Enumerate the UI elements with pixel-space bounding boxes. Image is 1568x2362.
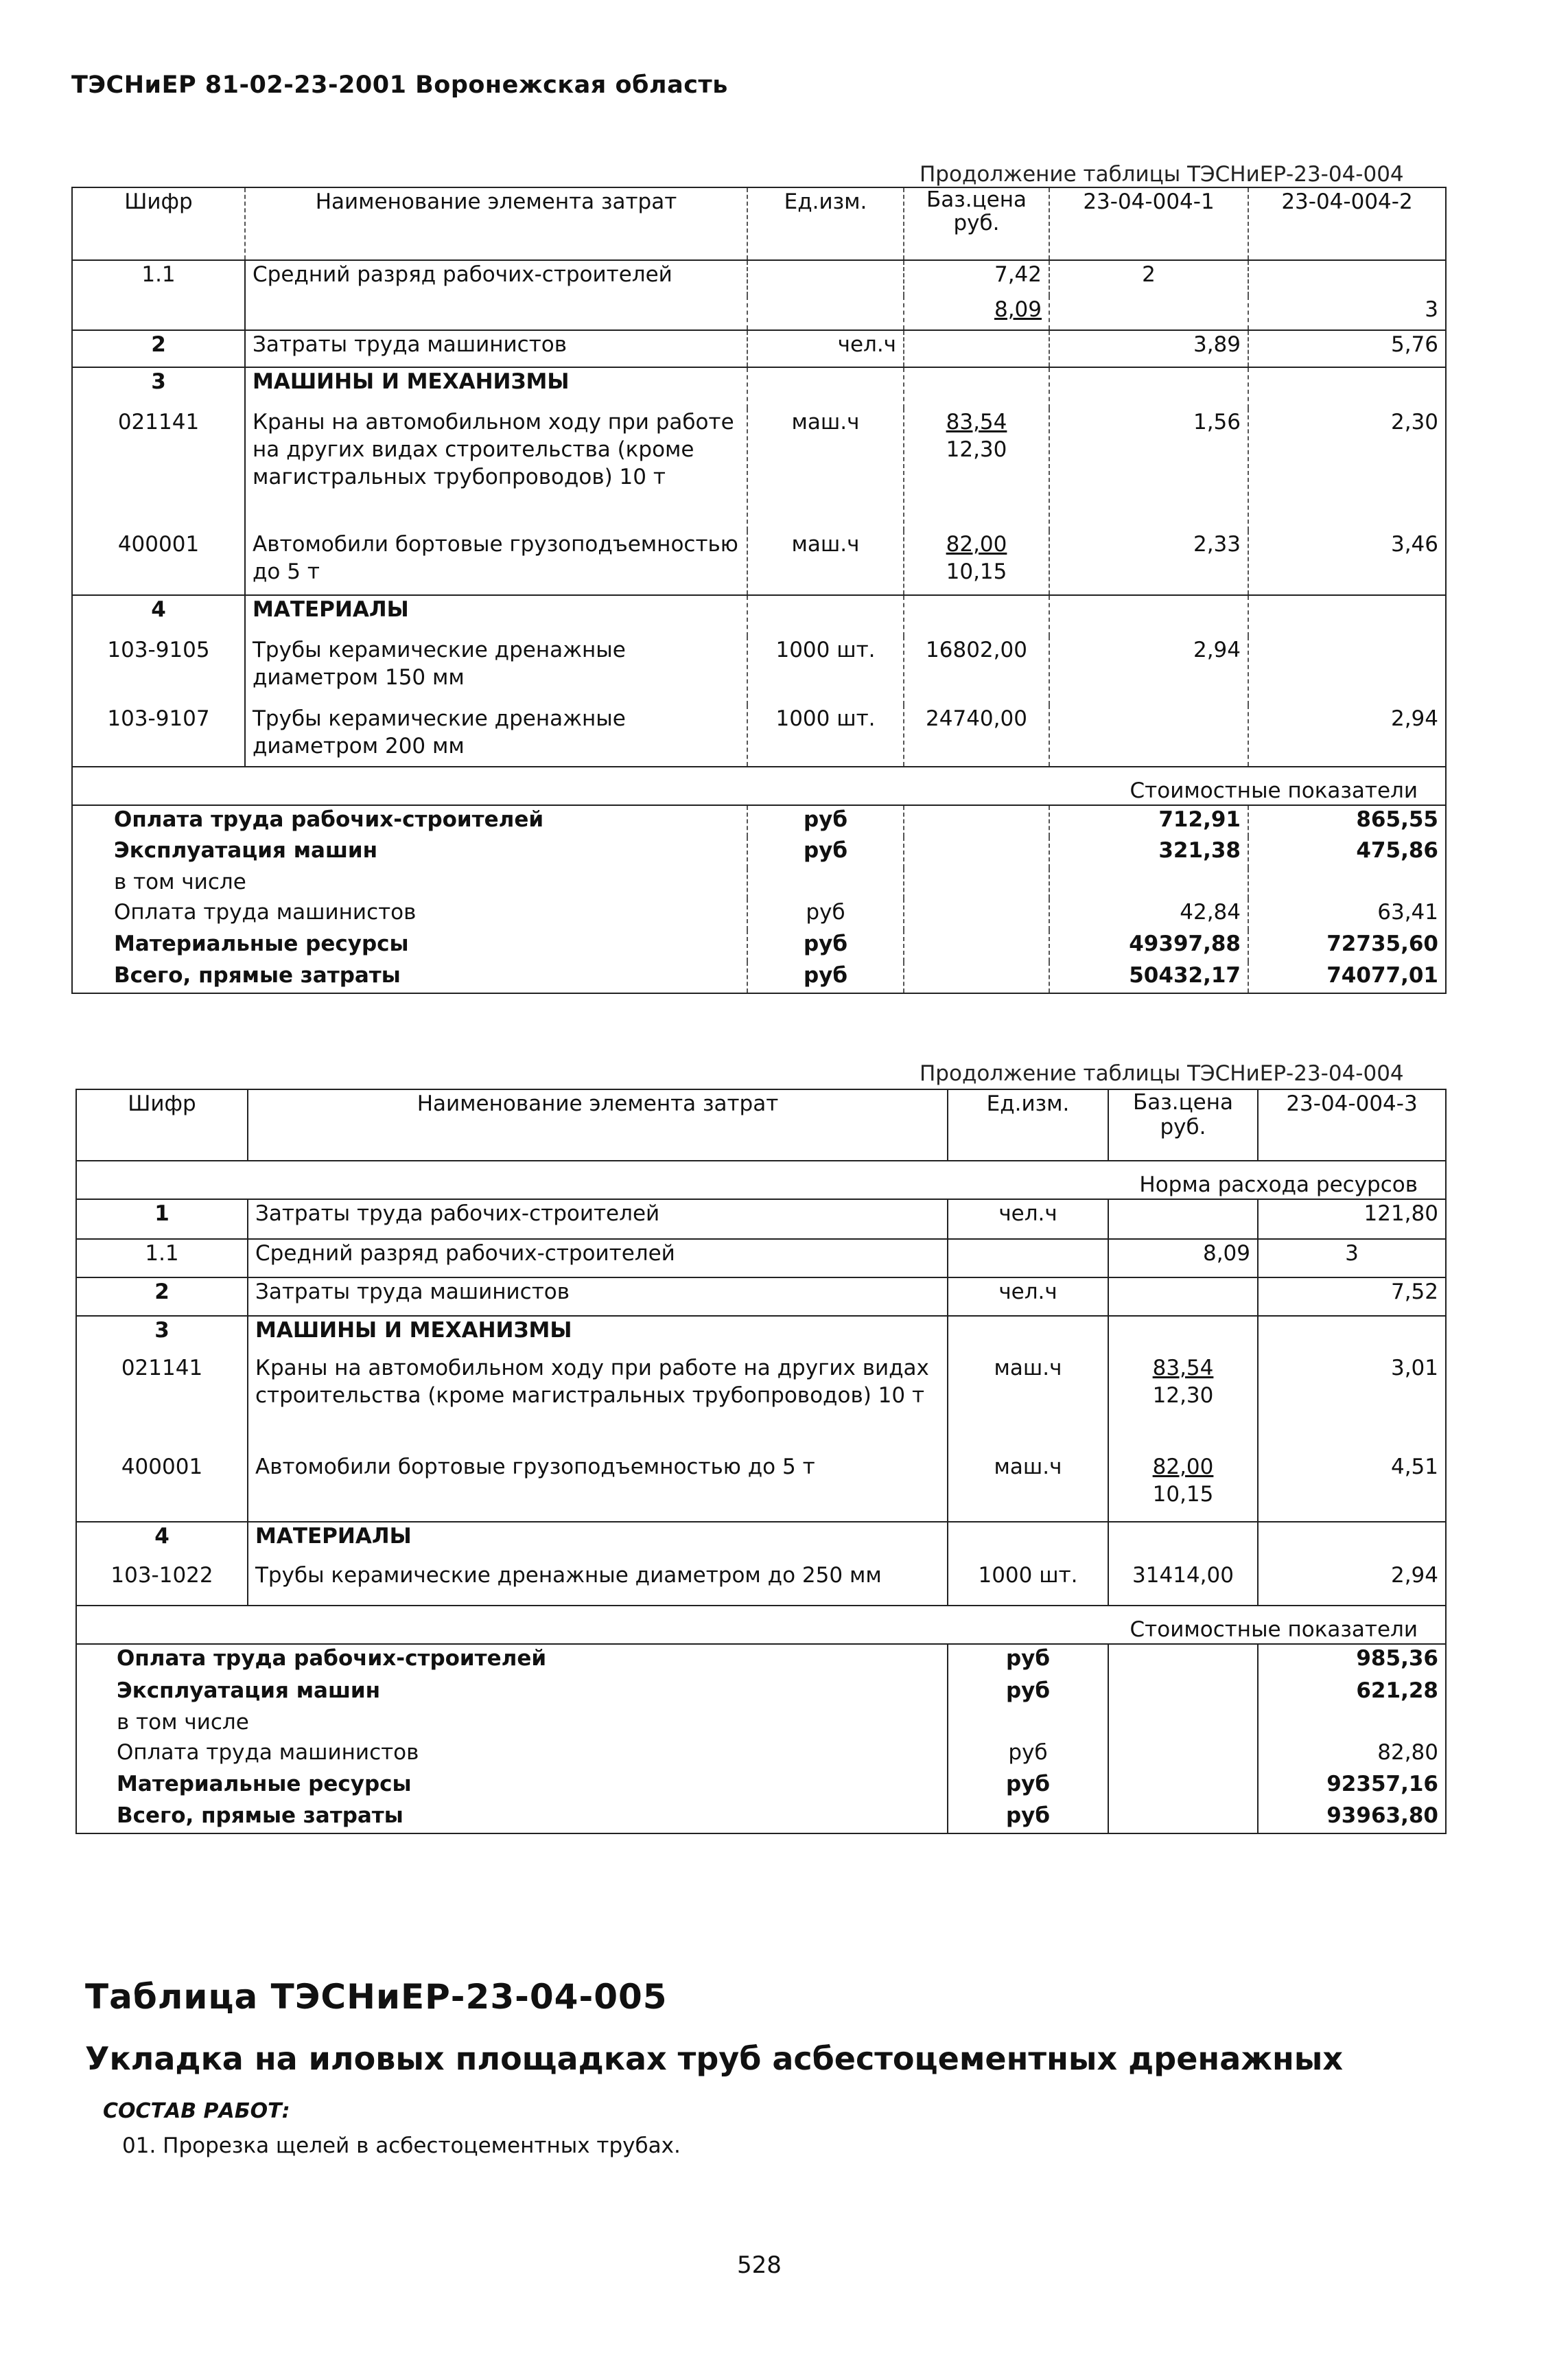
row-unit: 1000 шт. — [948, 1562, 1108, 1606]
table2-norm-header-row — [76, 1161, 1446, 1199]
cost-label: Оплата труда рабочих-строителей — [76, 1644, 948, 1677]
row-value-1: 4,51 — [1258, 1453, 1446, 1522]
row-unit: чел.ч — [747, 330, 904, 367]
row-price: 24740,00 — [904, 705, 1049, 767]
row-value-1: 121,80 — [1258, 1199, 1446, 1239]
row-code — [72, 296, 245, 330]
row-name: Краны на автомобильном ходу при работе на других видах строительства (кроме магистральных трубопроводов) 10 т — [245, 408, 747, 531]
row-price: 16802,00 — [904, 636, 1049, 705]
section-title: Таблица ТЭСНиЕР-23-04-005 — [85, 1977, 668, 2017]
row-value-1 — [1049, 705, 1248, 767]
table-row — [76, 1522, 1446, 1562]
cost-value-1 — [1258, 1709, 1446, 1739]
cost-value-1: 82,80 — [1258, 1739, 1446, 1770]
row-value-2: 3 — [1248, 296, 1446, 330]
cost-row — [76, 1677, 1446, 1709]
row-code: 021141 — [76, 1354, 248, 1453]
row-name: Автомобили бортовые грузоподъемностью до 5 т — [245, 531, 747, 595]
row-name: Средний разряд рабочих-строителей — [245, 260, 747, 296]
row-unit — [747, 296, 904, 330]
cost-label: Всего, прямые затраты — [76, 1802, 948, 1833]
row-value-1: 2,33 — [1049, 531, 1248, 595]
cost-row — [76, 1802, 1446, 1833]
cost-value-2: 72735,60 — [1248, 930, 1446, 962]
header-code: Шифр — [72, 187, 245, 260]
row-price: 8,09 — [904, 296, 1049, 330]
row-name: Автомобили бортовые грузоподъемностью до 5 т — [248, 1453, 948, 1522]
document-header: ТЭСНиЕР 81-02-23-2001 Воронежская область — [71, 71, 728, 99]
row-value-2: 2,94 — [1248, 705, 1446, 767]
table1 — [71, 187, 1447, 994]
cost-row — [72, 805, 1446, 837]
row-unit: маш.ч — [948, 1453, 1108, 1522]
row-value-1: 3 — [1258, 1239, 1446, 1277]
row-price: 31414,00 — [1108, 1562, 1258, 1606]
row-name — [245, 296, 747, 330]
table1-caption: Продолжение таблицы ТЭСНиЕР-23-04-004 — [920, 162, 1404, 187]
cost-value-1: 621,28 — [1258, 1677, 1446, 1709]
table-row — [76, 1277, 1446, 1316]
header-unit: Ед.изм. — [747, 187, 904, 260]
row-name: Затраты труда рабочих-строителей — [248, 1199, 948, 1239]
table-row — [72, 296, 1446, 330]
row-name: Трубы керамические дренажные диаметром 150 мм — [245, 636, 747, 705]
row-value-2: 3,46 — [1248, 531, 1446, 595]
row-price: 7,42 — [904, 260, 1049, 296]
row-code: 400001 — [76, 1453, 248, 1522]
cost-value-2: 865,55 — [1248, 805, 1446, 837]
table1-header-row — [72, 187, 1446, 260]
row-price: 83,54 12,30 — [904, 408, 1049, 531]
cost-label: Оплата труда машинистов — [76, 1739, 948, 1770]
row-unit — [747, 260, 904, 296]
row-code: 3 — [72, 367, 245, 408]
cost-unit: руб — [948, 1802, 1108, 1833]
cost-unit: руб — [747, 962, 904, 993]
cost-unit: руб — [747, 899, 904, 930]
header-name: Наименование элемента затрат — [248, 1089, 948, 1161]
row-code: 1.1 — [72, 260, 245, 296]
row-code: 3 — [76, 1316, 248, 1354]
cost-header: Стоимостные показатели — [76, 1606, 1446, 1644]
row-name: МАШИНЫ И МЕХАНИЗМЫ — [248, 1316, 948, 1354]
table2-caption: Продолжение таблицы ТЭСНиЕР-23-04-004 — [920, 1061, 1404, 1086]
table-row — [76, 1316, 1446, 1354]
table-row — [72, 595, 1446, 636]
table-row — [72, 636, 1446, 705]
cost-label: Всего, прямые затраты — [72, 962, 747, 993]
cost-label: Материальные ресурсы — [72, 930, 747, 962]
cost-value-1: 93963,80 — [1258, 1802, 1446, 1833]
row-value-1: 7,52 — [1258, 1277, 1446, 1316]
row-name: МАТЕРИАЛЫ — [245, 595, 747, 636]
row-name: Краны на автомобильном ходу при работе на других видах строительства (кроме магистральных трубопроводов) 10 т — [248, 1354, 948, 1453]
cost-value-1: 321,38 — [1049, 837, 1248, 868]
cost-unit: руб — [747, 930, 904, 962]
row-name: МАШИНЫ И МЕХАНИЗМЫ — [245, 367, 747, 408]
row-code: 4 — [76, 1522, 248, 1562]
table-row — [76, 1199, 1446, 1239]
works-heading: СОСТАВ РАБОТ: — [103, 2099, 290, 2123]
table-row — [76, 1562, 1446, 1606]
row-unit: чел.ч — [948, 1277, 1108, 1316]
cost-value-1: 712,91 — [1049, 805, 1248, 837]
cost-value-1: 50432,17 — [1049, 962, 1248, 993]
row-value-1: 1,56 — [1049, 408, 1248, 531]
cost-unit: руб — [747, 805, 904, 837]
row-value-2 — [1248, 636, 1446, 705]
row-name: Средний разряд рабочих-строителей — [248, 1239, 948, 1277]
row-code: 021141 — [72, 408, 245, 531]
table-row — [72, 531, 1446, 595]
header-name: Наименование элемента затрат — [245, 187, 747, 260]
table-row — [72, 408, 1446, 531]
cost-value-1: 92357,16 — [1258, 1770, 1446, 1802]
cost-value-1 — [1049, 868, 1248, 899]
row-price: 82,00 10,15 — [904, 531, 1049, 595]
table-row — [72, 367, 1446, 408]
cost-header: Стоимостные показатели — [72, 767, 1446, 805]
row-price — [1108, 1277, 1258, 1316]
cost-label: Эксплуатация машин — [76, 1677, 948, 1709]
row-value-1 — [1049, 296, 1248, 330]
cost-value-2: 74077,01 — [1248, 962, 1446, 993]
cost-value-2: 63,41 — [1248, 899, 1446, 930]
row-unit: 1000 шт. — [747, 636, 904, 705]
cost-row — [76, 1644, 1446, 1677]
norm-header: Норма расхода ресурсов — [76, 1161, 1446, 1199]
row-code: 103-1022 — [76, 1562, 248, 1606]
cost-unit: руб — [948, 1677, 1108, 1709]
row-value-2: 5,76 — [1248, 330, 1446, 367]
row-price: 8,09 — [1108, 1239, 1258, 1277]
row-code: 2 — [72, 330, 245, 367]
header-col2: 23-04-004-2 — [1248, 187, 1446, 260]
works-item: 01. Прорезка щелей в асбестоцементных трубах. — [122, 2133, 681, 2158]
cost-label: в том числе — [76, 1709, 948, 1739]
cost-row — [72, 837, 1446, 868]
cost-row — [76, 1739, 1446, 1770]
row-unit: 1000 шт. — [747, 705, 904, 767]
row-code: 4 — [72, 595, 245, 636]
table2-cost-header-row — [76, 1606, 1446, 1644]
cost-label: Эксплуатация машин — [72, 837, 747, 868]
row-name: Трубы керамические дренажные диаметром до 250 мм — [248, 1562, 948, 1606]
row-value-1: 2,94 — [1258, 1562, 1446, 1606]
cost-unit: руб — [747, 837, 904, 868]
row-code: 400001 — [72, 531, 245, 595]
cost-row — [72, 899, 1446, 930]
cost-unit — [948, 1709, 1108, 1739]
cost-value-1: 985,36 — [1258, 1644, 1446, 1677]
row-value-1: 2,94 — [1049, 636, 1248, 705]
row-value-2 — [1248, 260, 1446, 296]
row-name: Трубы керамические дренажные диаметром 200 мм — [245, 705, 747, 767]
table2-header-row — [76, 1089, 1446, 1161]
cost-row — [72, 962, 1446, 993]
cost-unit: руб — [948, 1770, 1108, 1802]
row-name: МАТЕРИАЛЫ — [248, 1522, 948, 1562]
table-row — [76, 1453, 1446, 1522]
row-code: 103-9107 — [72, 705, 245, 767]
table1-cost-header-row — [72, 767, 1446, 805]
table2 — [75, 1089, 1447, 1834]
cost-value-1: 42,84 — [1049, 899, 1248, 930]
row-unit: маш.ч — [747, 408, 904, 531]
row-price — [904, 330, 1049, 367]
cost-row — [72, 868, 1446, 899]
section-subtitle: Укладка на иловых площадках труб асбестоцементных дренажных — [85, 2040, 1344, 2077]
cost-unit: руб — [948, 1644, 1108, 1677]
header-col1: 23-04-004-3 — [1258, 1089, 1446, 1161]
header-unit: Ед.изм. — [948, 1089, 1108, 1161]
cost-unit: руб — [948, 1739, 1108, 1770]
row-code: 1.1 — [76, 1239, 248, 1277]
cost-row — [72, 930, 1446, 962]
cost-value-1: 49397,88 — [1049, 930, 1248, 962]
row-value-1: 2 — [1049, 260, 1248, 296]
cost-label: в том числе — [72, 868, 747, 899]
cost-row — [76, 1770, 1446, 1802]
row-value-2: 2,30 — [1248, 408, 1446, 531]
cost-label: Оплата труда машинистов — [72, 899, 747, 930]
row-price: 83,54 12,30 — [1108, 1354, 1258, 1453]
cost-label: Оплата труда рабочих-строителей — [72, 805, 747, 837]
cost-value-2: 475,86 — [1248, 837, 1446, 868]
page-number: 528 — [737, 2251, 782, 2279]
row-unit: маш.ч — [948, 1354, 1108, 1453]
cost-label: Материальные ресурсы — [76, 1770, 948, 1802]
row-value-1: 3,89 — [1049, 330, 1248, 367]
cost-value-2 — [1248, 868, 1446, 899]
row-code: 2 — [76, 1277, 248, 1316]
row-unit: маш.ч — [747, 531, 904, 595]
table-row — [72, 260, 1446, 296]
table-row — [72, 330, 1446, 367]
row-code: 103-9105 — [72, 636, 245, 705]
row-value-1: 3,01 — [1258, 1354, 1446, 1453]
table-row — [76, 1354, 1446, 1453]
row-code: 1 — [76, 1199, 248, 1239]
cost-unit — [747, 868, 904, 899]
header-code: Шифр — [76, 1089, 248, 1161]
row-price — [1108, 1199, 1258, 1239]
row-price: 82,00 10,15 — [1108, 1453, 1258, 1522]
table-row — [76, 1239, 1446, 1277]
row-name: Затраты труда машинистов — [245, 330, 747, 367]
row-unit: чел.ч — [948, 1199, 1108, 1239]
cost-row — [76, 1709, 1446, 1739]
table-row — [72, 705, 1446, 767]
row-unit — [948, 1239, 1108, 1277]
row-name: Затраты труда машинистов — [248, 1277, 948, 1316]
header-price: Баз.цена руб. — [904, 187, 1049, 260]
header-price: Баз.цена руб. — [1108, 1089, 1258, 1161]
header-col1: 23-04-004-1 — [1049, 187, 1248, 260]
